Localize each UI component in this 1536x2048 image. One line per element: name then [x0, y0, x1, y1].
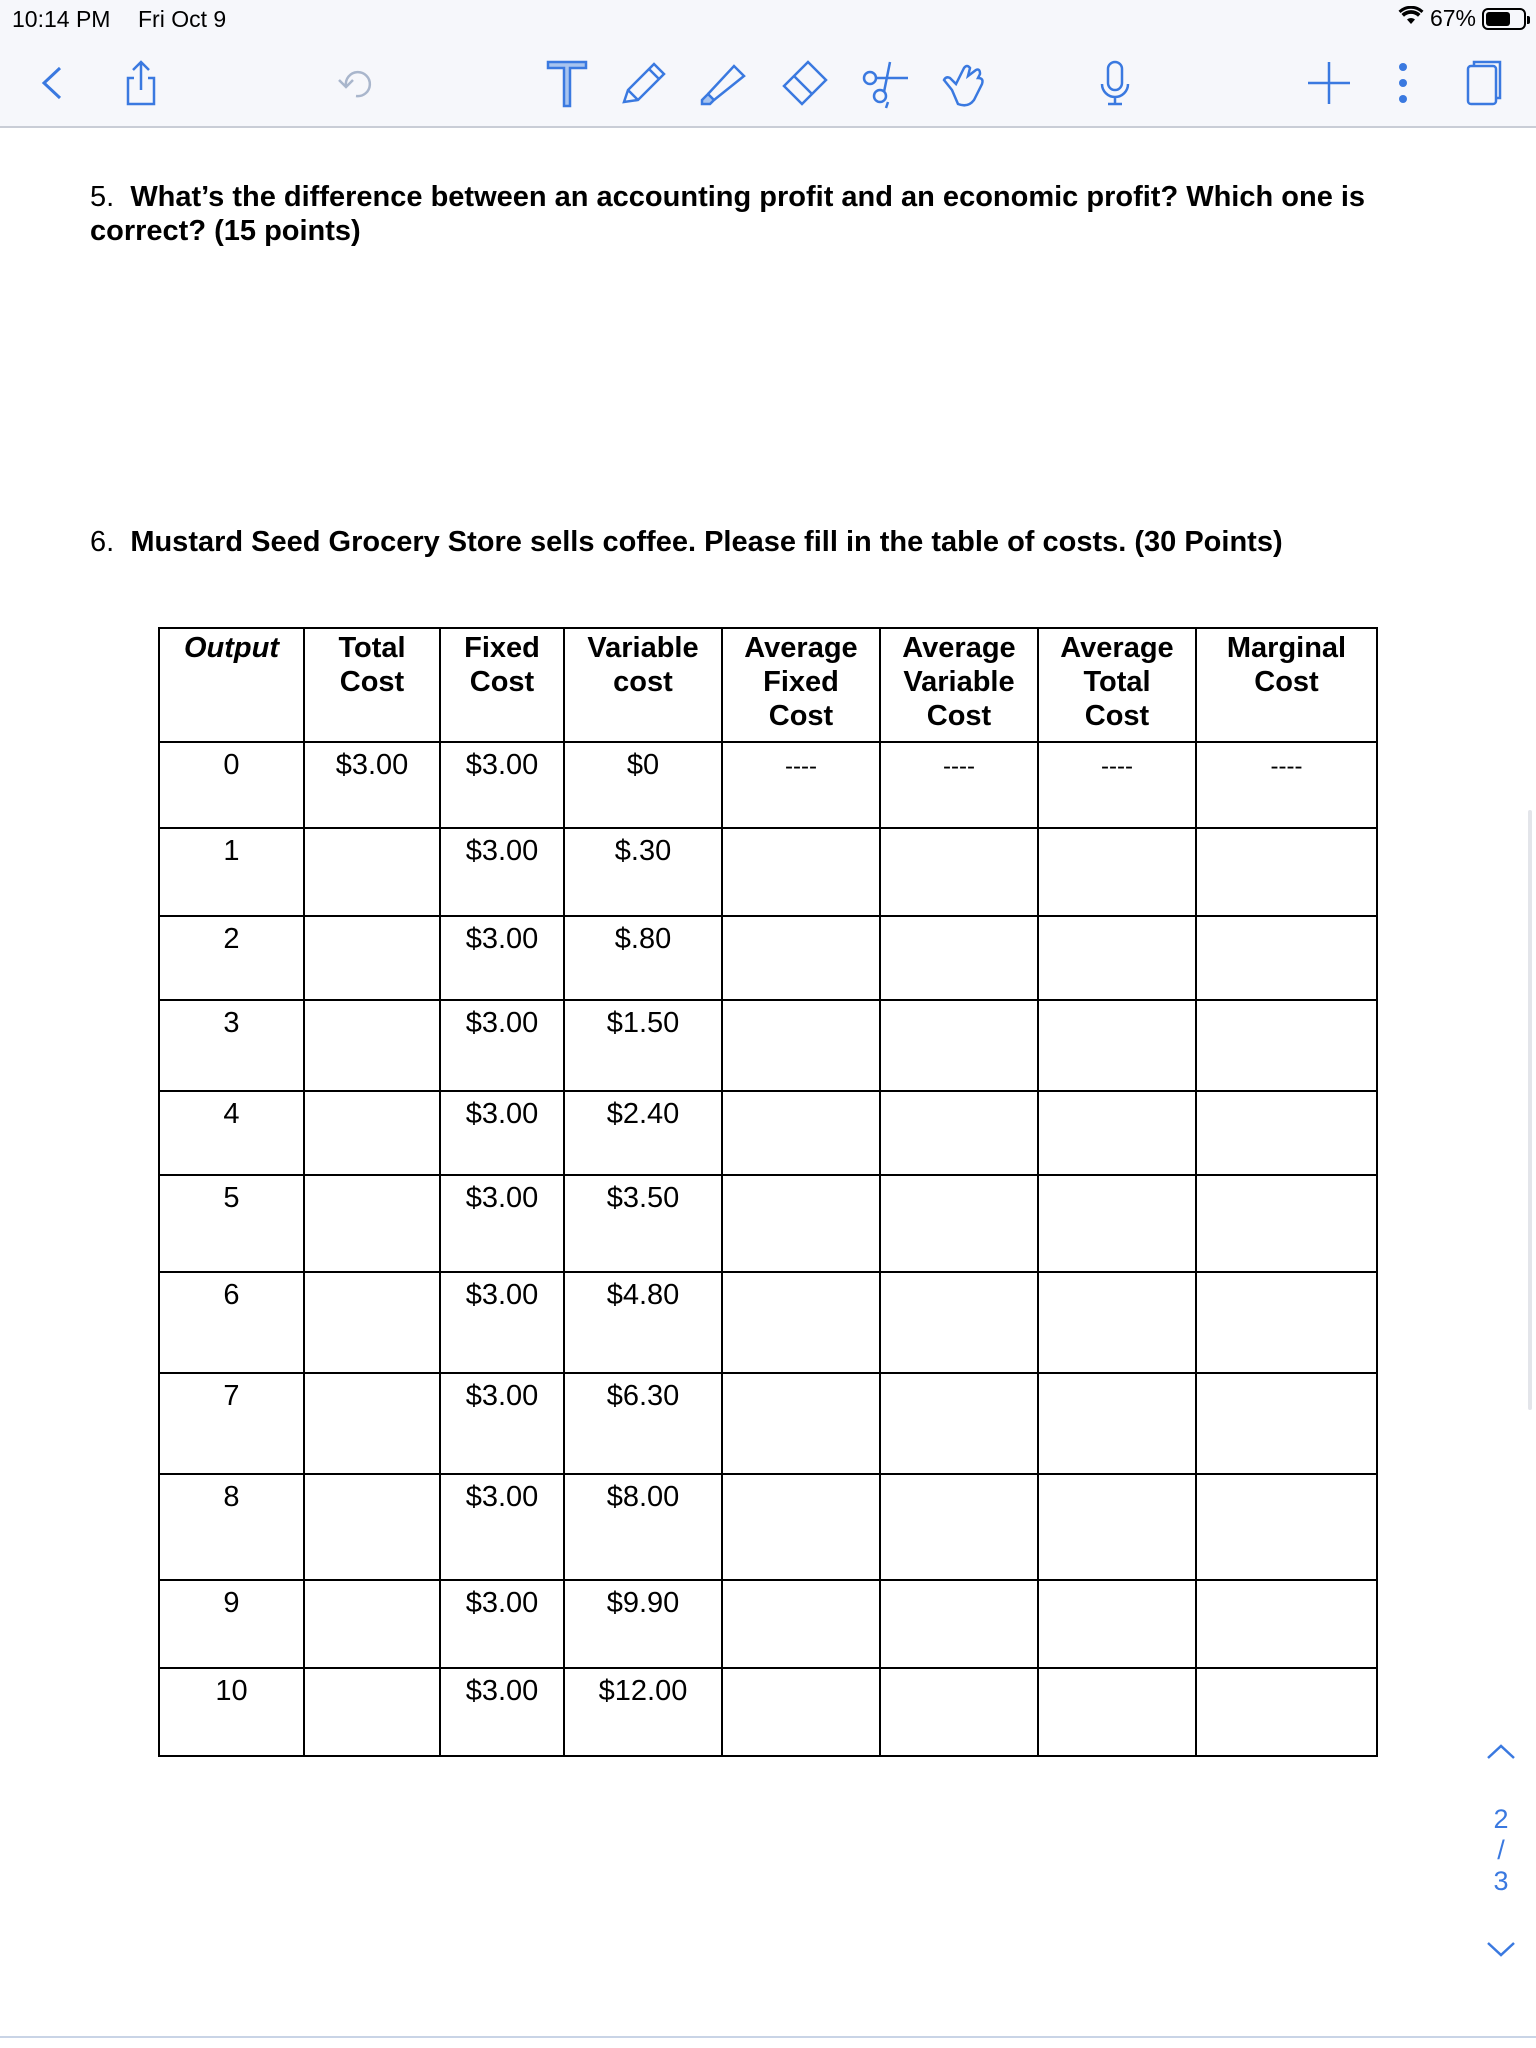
hand-icon[interactable] [934, 54, 992, 112]
cell-marginal-cost[interactable] [1196, 1000, 1377, 1091]
cell-average-variable-cost[interactable] [880, 1373, 1038, 1474]
cell-marginal-cost[interactable] [1196, 828, 1377, 916]
cell-average-fixed-cost[interactable]: ---- [722, 742, 880, 828]
cell-fixed-cost[interactable]: $3.00 [440, 742, 564, 828]
table-row [159, 916, 1377, 1000]
cell-average-variable-cost[interactable] [880, 1474, 1038, 1580]
cell-output: 0 [159, 742, 304, 828]
cell-output: 8 [159, 1474, 304, 1580]
header-line: Marginal [1226, 632, 1347, 664]
cell-average-fixed-cost[interactable] [722, 1668, 880, 1756]
header-line: Cost [768, 700, 834, 732]
cell-variable-cost[interactable]: $4.80 [564, 1272, 722, 1373]
header-variable-cost [564, 628, 722, 742]
wifi-icon [1398, 5, 1424, 32]
cell-total-cost[interactable] [304, 1474, 440, 1580]
cell-output: 10 [159, 1668, 304, 1756]
cell-average-variable-cost[interactable] [880, 1091, 1038, 1175]
cell-output: 1 [159, 828, 304, 916]
table-row [159, 1474, 1377, 1580]
header-line: Total [1083, 666, 1151, 698]
header-average-variable-cost [880, 628, 1038, 742]
cell-fixed-cost[interactable]: $3.00 [440, 1272, 564, 1373]
cell-average-total-cost[interactable] [1038, 1474, 1196, 1580]
header-line: Average [1060, 632, 1174, 664]
cell-output: 6 [159, 1272, 304, 1373]
table-row [159, 828, 1377, 916]
header-line: cost [613, 666, 673, 698]
cell-average-variable-cost[interactable] [880, 916, 1038, 1000]
cell-average-variable-cost[interactable]: ---- [880, 742, 1038, 828]
cell-total-cost[interactable] [304, 1091, 440, 1175]
cell-average-variable-cost[interactable] [880, 1668, 1038, 1756]
microphone-icon[interactable] [1086, 54, 1144, 112]
cell-fixed-cost[interactable]: $3.00 [440, 1580, 564, 1668]
cell-variable-cost[interactable]: $9.90 [564, 1580, 722, 1668]
header-line: Cost [339, 666, 405, 698]
cell-variable-cost[interactable]: $6.30 [564, 1373, 722, 1474]
cell-variable-cost[interactable]: $0 [564, 742, 722, 828]
cell-output: 3 [159, 1000, 304, 1091]
question-6 [90, 525, 1460, 559]
table-row [159, 1373, 1377, 1474]
table-row [159, 1272, 1377, 1373]
cell-fixed-cost[interactable]: $3.00 [440, 1091, 564, 1175]
toolbar [0, 40, 1536, 128]
back-icon[interactable] [24, 54, 82, 112]
cell-total-cost[interactable] [304, 1580, 440, 1668]
table-row [159, 1580, 1377, 1668]
cell-average-variable-cost[interactable] [880, 1272, 1038, 1373]
header-line: Cost [469, 666, 535, 698]
cell-output: 5 [159, 1175, 304, 1272]
header-marginal-cost [1196, 628, 1377, 742]
status-time: 10:14 PM [12, 6, 111, 32]
cell-marginal-cost[interactable] [1196, 1373, 1377, 1474]
cell-variable-cost[interactable]: $.30 [564, 828, 722, 916]
battery-percent: 67% [1429, 5, 1476, 31]
table-row [159, 1091, 1377, 1175]
cell-average-fixed-cost[interactable] [722, 1000, 880, 1091]
cell-total-cost[interactable] [304, 1373, 440, 1474]
header-line: Fixed [763, 666, 839, 698]
cell-marginal-cost[interactable] [1196, 1091, 1377, 1175]
question-5-text: What’s the difference between an accounting profit and an economic profit? Which one is correct? (15 points) [90, 181, 1366, 247]
header-line: Cost [1254, 666, 1319, 698]
chevron-up-icon[interactable] [1484, 1740, 1518, 1764]
cell-total-cost[interactable]: $3.00 [304, 742, 440, 828]
cell-marginal-cost[interactable] [1196, 1175, 1377, 1272]
cell-output: 9 [159, 1580, 304, 1668]
cell-average-total-cost[interactable]: ---- [1038, 742, 1196, 828]
cost-table [158, 627, 1378, 1757]
header-line: Variable [903, 666, 1015, 698]
cell-marginal-cost[interactable] [1196, 1272, 1377, 1373]
question-5-number: 5. [90, 181, 115, 213]
cell-output: 4 [159, 1091, 304, 1175]
cell-average-total-cost[interactable] [1038, 1580, 1196, 1668]
cell-average-fixed-cost[interactable] [722, 916, 880, 1000]
cell-marginal-cost[interactable] [1196, 916, 1377, 1000]
cell-average-total-cost[interactable] [1038, 1668, 1196, 1756]
header-line: Total [338, 632, 406, 664]
cell-fixed-cost[interactable]: $3.00 [440, 828, 564, 916]
cell-average-variable-cost[interactable] [880, 828, 1038, 916]
page-separator: / [1497, 1835, 1505, 1865]
cell-average-fixed-cost[interactable] [722, 1272, 880, 1373]
cell-average-fixed-cost[interactable] [722, 828, 880, 916]
more-icon[interactable] [1374, 54, 1432, 112]
cell-average-variable-cost[interactable] [880, 1175, 1038, 1272]
header-average-total-cost [1038, 628, 1196, 742]
cell-variable-cost[interactable]: $8.00 [564, 1474, 722, 1580]
page-navigator [1476, 1740, 1526, 1970]
cell-output: 2 [159, 916, 304, 1000]
cell-average-total-cost[interactable] [1038, 1091, 1196, 1175]
scissors-icon[interactable] [856, 54, 914, 112]
scroll-indicator[interactable] [1528, 810, 1532, 1410]
total-pages-number: 3 [1493, 1866, 1509, 1896]
status-bar [0, 0, 1536, 40]
header-line: Fixed [464, 632, 540, 664]
text-tool-icon[interactable] [538, 54, 596, 112]
cell-average-fixed-cost[interactable] [722, 1373, 880, 1474]
cell-average-fixed-cost[interactable] [722, 1474, 880, 1580]
header-fixed-cost [440, 628, 564, 742]
cell-average-total-cost[interactable] [1038, 1373, 1196, 1474]
document-page[interactable] [0, 128, 1536, 2040]
cell-total-cost[interactable] [304, 1175, 440, 1272]
question-6-text: Mustard Seed Grocery Store sells coffee. Please fill in the table of costs. (30 Points) [130, 526, 1283, 558]
cell-variable-cost[interactable]: $12.00 [564, 1668, 722, 1756]
cell-total-cost[interactable] [304, 828, 440, 916]
cell-total-cost[interactable] [304, 1272, 440, 1373]
current-page-number: 2 [1493, 1804, 1509, 1834]
cell-fixed-cost[interactable]: $3.00 [440, 1000, 564, 1091]
battery-fill [1486, 12, 1510, 26]
cell-total-cost[interactable] [304, 1000, 440, 1091]
cell-fixed-cost[interactable]: $3.00 [440, 1175, 564, 1272]
table-row [159, 1000, 1377, 1091]
header-total-cost [304, 628, 440, 742]
header-line: Cost [1084, 700, 1150, 732]
cell-total-cost[interactable] [304, 1668, 440, 1756]
cell-variable-cost[interactable]: $2.40 [564, 1091, 722, 1175]
header-average-fixed-cost [722, 628, 880, 742]
cell-total-cost[interactable] [304, 916, 440, 1000]
cell-fixed-cost[interactable]: $3.00 [440, 1668, 564, 1756]
battery-icon [1482, 8, 1526, 30]
cell-variable-cost[interactable]: $.80 [564, 916, 722, 1000]
cell-average-fixed-cost[interactable] [722, 1580, 880, 1668]
eraser-icon[interactable] [776, 54, 834, 112]
header-line: Output [183, 632, 279, 664]
cell-average-variable-cost[interactable] [880, 1000, 1038, 1091]
header-line: Average [744, 632, 858, 664]
cell-marginal-cost[interactable] [1196, 1668, 1377, 1756]
cell-average-variable-cost[interactable] [880, 1580, 1038, 1668]
page-bottom-divider [0, 2036, 1536, 2038]
status-indicators [1398, 5, 1526, 32]
question-5 [90, 180, 1460, 248]
question-6-number: 6. [90, 526, 115, 558]
chevron-down-icon[interactable] [1484, 1937, 1518, 1961]
cell-average-total-cost[interactable] [1038, 1175, 1196, 1272]
cell-average-fixed-cost[interactable] [722, 1091, 880, 1175]
header-line: Average [902, 632, 1016, 664]
pages-icon[interactable] [1454, 54, 1512, 112]
cell-average-total-cost[interactable] [1038, 916, 1196, 1000]
cell-marginal-cost[interactable] [1196, 1580, 1377, 1668]
cell-fixed-cost[interactable]: $3.00 [440, 1474, 564, 1580]
cell-variable-cost[interactable]: $3.50 [564, 1175, 722, 1272]
pen-icon[interactable] [614, 54, 672, 112]
cell-average-fixed-cost[interactable] [722, 1175, 880, 1272]
table-row [159, 742, 1377, 828]
cell-output: 7 [159, 1373, 304, 1474]
cell-average-total-cost[interactable] [1038, 1272, 1196, 1373]
add-icon[interactable] [1300, 54, 1358, 112]
cell-average-total-cost[interactable] [1038, 1000, 1196, 1091]
table-row [159, 1175, 1377, 1272]
table-row [159, 1668, 1377, 1756]
cell-average-total-cost[interactable] [1038, 828, 1196, 916]
highlighter-icon[interactable] [694, 54, 752, 112]
cell-marginal-cost[interactable] [1196, 1474, 1377, 1580]
cell-marginal-cost[interactable]: ---- [1196, 742, 1377, 828]
status-date: Fri Oct 9 [138, 6, 227, 32]
header-line: Cost [926, 700, 992, 732]
share-icon[interactable] [112, 54, 170, 112]
cell-variable-cost[interactable]: $1.50 [564, 1000, 722, 1091]
cell-fixed-cost[interactable]: $3.00 [440, 1373, 564, 1474]
header-output [159, 628, 304, 742]
cell-fixed-cost[interactable]: $3.00 [440, 916, 564, 1000]
table-body [159, 742, 1377, 1756]
table-header-row [159, 628, 1377, 742]
header-line: Variable [587, 632, 699, 664]
undo-icon[interactable] [326, 54, 384, 112]
